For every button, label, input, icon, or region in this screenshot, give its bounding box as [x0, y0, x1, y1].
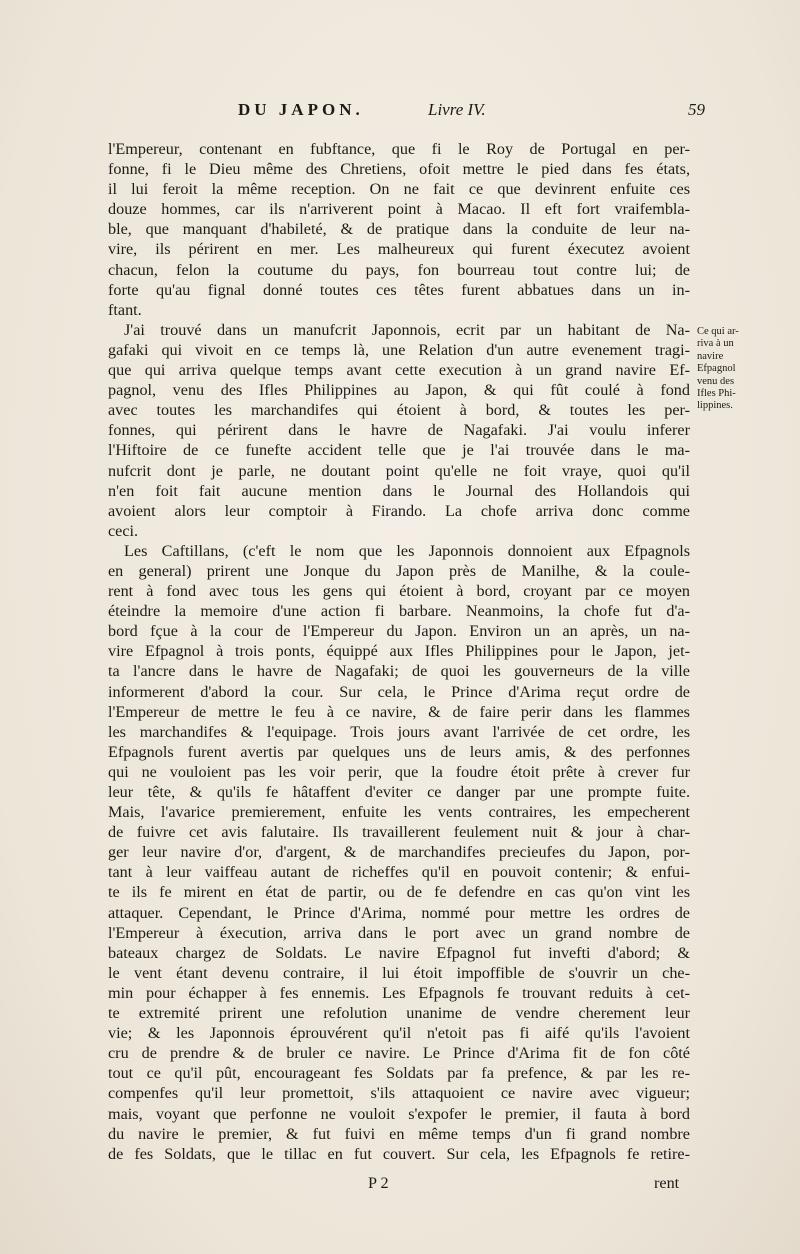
text-line: l'Empereur à éxecution, arriva dans le port avec un grand nombre de	[108, 923, 690, 942]
text-line: de fes Soldats, que le tillac en fut couvert. Sur cela, les Efpagnols fe retire-	[108, 1144, 690, 1163]
text-line: douze hommes, car ils n'arriverent point à Macao. Il eft fort vraifembla-	[108, 200, 690, 219]
book-label: Livre IV.	[428, 100, 486, 119]
catchword: rent	[654, 1174, 680, 1192]
text-line: ta l'ancre dans le havre de Nagafaki; de quoi les gouverneurs de la ville	[108, 662, 690, 681]
text-line: Mais, l'avarice premierement, enfuite les vents contraires, les empecherent	[108, 803, 690, 822]
margin-note-line: Efpagnol	[697, 363, 736, 375]
text-line: attaquer. Cependant, le Prince d'Arima, nommé pour mettre les ordres de	[108, 903, 690, 922]
text-line: te ils fe mirent en état de partir, ou de fe defendre en cas qu'on vint les	[108, 883, 690, 902]
running-title: DU JAPON.	[238, 100, 364, 119]
text-line: vire Efpagnol à trois ponts, équippé aux Ifles Philippines pour le Japon, jet-	[108, 642, 690, 661]
text-line: min pour échapper à fes ennemis. Les Efpagnols fe trouvant reduits à cet-	[108, 983, 690, 1002]
text-line: il lui feroit la même reception. On ne fait ce que devinrent enfuite ces	[108, 180, 690, 199]
text-line: forte qu'au fignal donné toutes ces têtes furent abbatues dans un in-	[108, 280, 690, 299]
text-line: éteindre la memoire d'une action fi barbare. Neanmoins, la chofe fut d'a-	[108, 602, 690, 621]
text-line: vire, ils périrent en mer. Les malheureux qui furent éxecutez avoient	[108, 240, 690, 259]
text-line: l'Empereur, contenant en fubftance, que fi le Roy de Portugal en per-	[108, 140, 690, 158]
text-line: leur tête, & qu'ils fe hâtaffent d'eviter ce danger par une prompte fuite.	[108, 783, 690, 801]
text-line: ble, que manquant d'habileté, & de pratique dans la conduite de leur na-	[108, 220, 690, 239]
text-line: fonne, fi le Dieu même des Chretiens, ofoit mettre le pied dans fes états,	[108, 160, 690, 179]
text-line: cru de prendre & de bruler ce navire. Le Prince d'Arima fit de fon côté	[108, 1044, 690, 1063]
text-line: fonnes, qui périrent dans le havre de Nagafaki. J'ai voulu inferer	[108, 421, 690, 440]
text-line: ceci.	[108, 521, 139, 540]
text-line: pagnol, venu des Ifles Philippines au Japon, & qui fût coulé à fond	[108, 381, 690, 400]
text-line: J'ai trouvé dans un manufcrit Japonnois, ecrit par un habitant de Na-	[124, 320, 690, 339]
text-line: tout ce qu'il pût, encourageant fes Soldats par fa prefence, & par les re-	[108, 1064, 690, 1083]
text-line: n'en foit fait aucune mention dans le Journal des Hollandois qui	[108, 481, 690, 500]
text-line: tant à leur vaiffeau autant de richeffes qu'il en pouvoit contenir; & enfui-	[108, 863, 690, 882]
text-line: avec toutes les marchandifes qui étoient à bord, & toutes les per-	[108, 401, 690, 420]
text-line: te extremité prirent une refolution unanime de vendre cherement leur	[108, 1004, 690, 1023]
text-line: les marchandifes & l'equipage. Trois jours avant l'arrivée de cet ordre, les	[108, 722, 690, 741]
text-line: bord fçue à la cour de l'Empereur du Japon. Environ un an après, un na-	[108, 622, 690, 641]
signature-mark: P 2	[368, 1174, 389, 1192]
text-line: que qui arriva quelque temps avant cette execution à un grand navire Ef-	[108, 361, 690, 380]
text-line: du navire le premier, & fut fuivi en même temps d'un fi grand nombre	[108, 1124, 690, 1143]
text-line: chacun, felon la coutume du pays, fon bourreau tout contre lui; de	[108, 260, 690, 279]
text-line: informerent d'abord la cour. Sur cela, le Prince d'Arima reçut ordre de	[108, 682, 690, 701]
text-line: nufcrit dont je parle, ne doutant point qu'elle ne foit vraye, quoi qu'il	[108, 461, 690, 480]
page-footer	[0, 1174, 800, 1196]
margin-note-line: venu des	[697, 375, 735, 387]
text-line: l'Empereur de mettre le feu à ce navire, & de faire perir dans les flammes	[108, 702, 690, 721]
margin-note-line: Ifles Phi-	[697, 388, 736, 400]
text-line: rent à fond avec tous les gens qui étoient à bord, croyant par ce moyen	[108, 582, 690, 601]
text-line: de fuivre cet avis falutaire. Ils travaillerent feulement nuit & jour à char-	[108, 823, 690, 842]
margin-note-line: lippines.	[697, 400, 733, 412]
text-line: en general) prirent une Jonque du Japon près de Manilhe, & la coule-	[108, 561, 690, 580]
text-line: ftant.	[108, 300, 142, 319]
text-line: qui ne vouloient pas les voir perir, que la foudre étoit prête à crever fur	[108, 762, 690, 781]
text-line: Efpagnols furent avertis par quelques uns de leurs amis, & des perfonnes	[108, 742, 690, 761]
margin-note-line: Ce qui ar-	[697, 326, 739, 337]
text-line: ger leur navire d'or, d'argent, & de marchandifes precieufes du Japon, por-	[108, 843, 690, 862]
margin-note-line: navire	[697, 350, 724, 362]
margin-note-line: riva à un	[697, 338, 734, 350]
text-line: compenfes qu'il leur promettoit, s'ils attaquoient ce navire avec vigueur;	[108, 1084, 690, 1103]
text-line: le vent étant devenu contraire, il lui étoit impoffible de s'ouvrir un che-	[108, 963, 690, 982]
body-text	[108, 139, 690, 1164]
margin-note	[697, 326, 757, 413]
page-header	[0, 100, 800, 130]
page-number: 59	[688, 100, 705, 119]
text-line: bateaux chargez de Soldats. Le navire Efpagnol fut invefti d'abord; &	[108, 943, 690, 962]
text-line: l'Hiftoire de ce funefte accident telle que je l'ai trouvée dans le ma-	[108, 441, 690, 460]
text-line: mais, voyant que perfonne ne vouloit s'expofer le premier, il fauta à bord	[108, 1104, 690, 1123]
text-line: Les Caftillans, (c'eft le nom que les Japonnois donnoient aux Efpagnols	[124, 541, 690, 560]
text-line: vie; & les Japonnois éprouvérent qu'il n'etoit pas fi aifé qu'ils l'avoient	[108, 1024, 690, 1043]
text-line: gafaki qui vivoit en ce temps là, une Relation d'un autre evenement tragi-	[108, 340, 690, 359]
text-line: avoient alors leur comptoir à Firando. La chofe arriva donc comme	[108, 501, 690, 520]
